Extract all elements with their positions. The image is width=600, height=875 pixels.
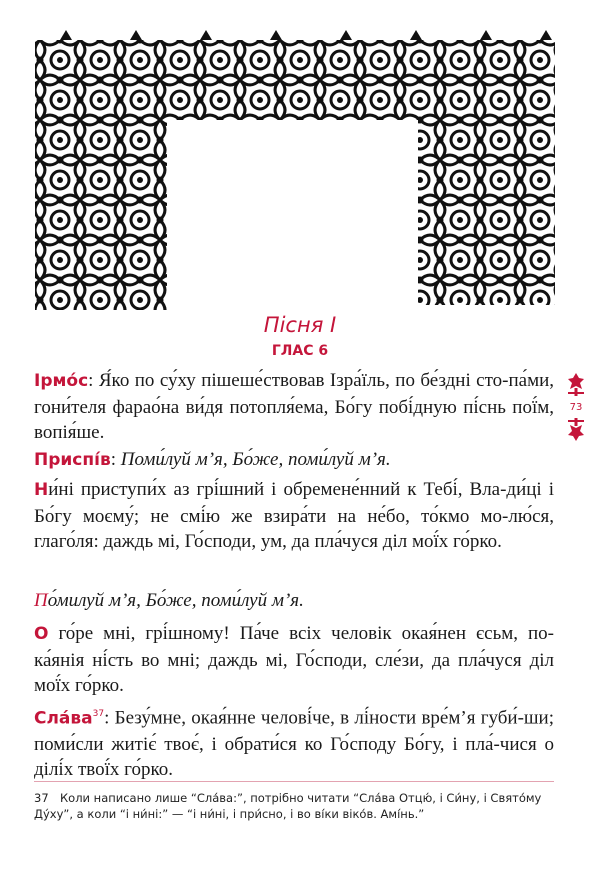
- glory-text: Безу́мне, окая́нне челові́че, в лі́ности вре́м’я губи́-ши; поми́сли житіє́ твоє́, і обрати́ся ко Го́споду Бо́гу, і пла́-чися о ділі́х твої́х го́рко.: [34, 707, 555, 781]
- dropcap: О: [34, 624, 49, 644]
- paragraph-troparion-1: [34, 477, 554, 555]
- troparion-2-text: го́ре мні, грі́шному! Па́че всіх человік окая́нен єсьм, по-ка́янія ні́сть во мні; даждь мі, Го́споди, сле́зи, да пла́чуся діл мої́х го́рко.: [34, 623, 554, 696]
- footnote-divider: [34, 781, 554, 782]
- dropcap: Н: [34, 480, 49, 500]
- page-marker: [563, 372, 589, 442]
- refrain-text: Поми́луй м’я, Бо́же, поми́луй м’я.: [120, 449, 391, 470]
- paragraph-troparion-2: [34, 621, 554, 699]
- refrain-separator: :: [110, 449, 121, 470]
- refrain-2-text: о́милуй м’я, Бо́же, поми́луй м’я.: [47, 590, 304, 611]
- paragraph-refrain-2: [34, 588, 554, 614]
- tone-label: ГЛАС 6: [271, 343, 329, 359]
- page-number: 73: [569, 402, 583, 413]
- song-title: Пісня І: [263, 313, 337, 337]
- paragraph-glory: [34, 702, 554, 783]
- decorative-ornament-frame: [0, 0, 600, 310]
- troparion-1-text: и́ні приступи́х аз грі́шний і обремене́нний к Тебі́, Вла-ди́ці і Бо́гу моєму́; не смі́ю же взира́ти на не́бо, то́кмо мо-лю́ся, глаго́ля: даждь мі, Го́споди, ум, да пла́чуся діл мої́х го́рко.: [34, 479, 554, 552]
- glory-label: Сла́ва: [34, 708, 93, 729]
- footnote-ref: 37: [92, 709, 105, 719]
- footnote-number: 37: [34, 791, 49, 805]
- refrain-label: Приспі́в: [34, 450, 111, 470]
- glory-separator: :: [104, 707, 115, 729]
- footnote-text: Коли написано лише “Сла́ва:”, потрібно читати “Сла́ва Отцю́, і Си́ну, і Свято́му Ду́ху”, а коли “і ни́ні:” — “і ни́ні, і при́сно, і во ві́ки віко́в. Амі́нь.”: [34, 791, 542, 821]
- paragraph-irmos: [34, 368, 554, 446]
- irmos-separator: :: [88, 370, 99, 391]
- irmos-label: Ірмо́с: [34, 371, 89, 391]
- footnote: [34, 790, 554, 822]
- paragraph-refrain: [34, 447, 554, 474]
- dropcap: П: [34, 590, 48, 611]
- irmos-text: Я́ко по су́ху пішеше́ствовав Ізра́їль, по бе́здні сто-па́ми, гони́теля фарао́на ви́дя потопля́ема, Бо́гу побі́дную пі́снь пої́м, вопія́ше.: [34, 370, 555, 443]
